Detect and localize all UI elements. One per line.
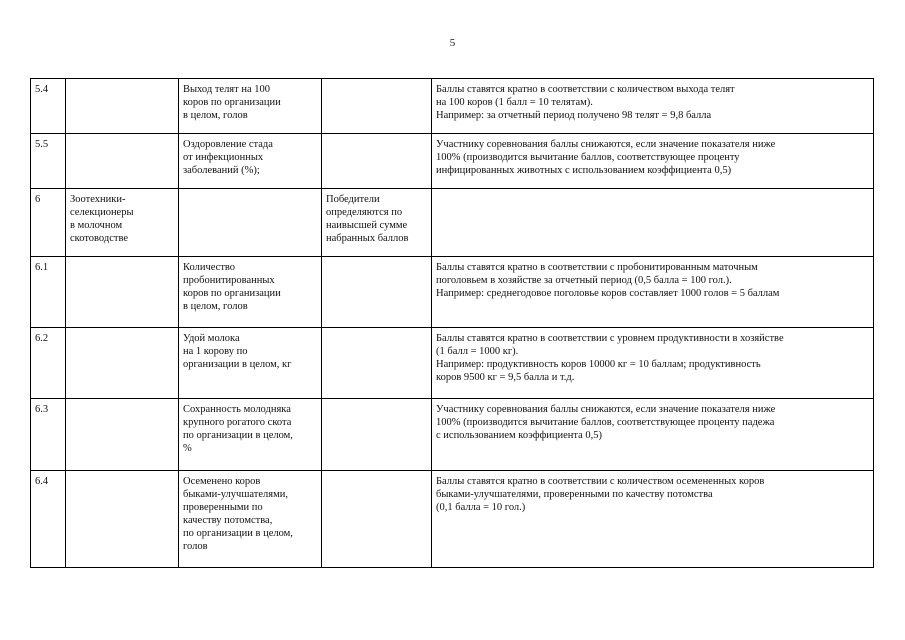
category-cell <box>66 79 179 134</box>
criteria-table <box>30 78 874 568</box>
scoring-cell: Баллы ставятся кратно в соответствии с количеством выхода телят на 100 коров (1 балл = 10 телятам). Например: за отчетный период получено 98 телят = 9,8 балла <box>432 79 874 134</box>
scoring-cell: Баллы ставятся кратно в соответствии с уровнем продуктивности в хозяйстве (1 балл = 1000 кг). Например: продуктивность коров 10000 кг = 10 баллам; продуктивность коров 9500 кг = 9,5 балла и т.д. <box>432 328 874 399</box>
row-number: 6.4 <box>31 471 66 568</box>
row-number: 6.2 <box>31 328 66 399</box>
category-cell <box>66 471 179 568</box>
category-cell <box>66 134 179 189</box>
category-cell: Зоотехники- селекционеры в молочном скотоводстве <box>66 189 179 257</box>
category-cell <box>66 328 179 399</box>
winners-cell <box>322 257 432 328</box>
indicator-cell: Сохранность молодняка крупного рогатого скота по организации в целом, % <box>179 399 322 471</box>
row-number: 6.3 <box>31 399 66 471</box>
row-number: 5.4 <box>31 79 66 134</box>
row-number: 6.1 <box>31 257 66 328</box>
indicator-cell: Удой молока на 1 корову по организации в целом, кг <box>179 328 322 399</box>
table-row <box>31 328 874 399</box>
scoring-cell: Участнику соревнования баллы снижаются, если значение показателя ниже 100% (производится вычитание баллов, соответствующее проценту инфицированных животных с использованием коэффициента 0,5) <box>432 134 874 189</box>
table-row <box>31 471 874 568</box>
category-cell <box>66 257 179 328</box>
table-row <box>31 189 874 257</box>
scoring-cell: Баллы ставятся кратно в соответствии с пробонитированным маточным поголовьем в хозяйстве за отчетный период (0,5 балла = 100 гол.). Например: среднегодовое поголовье коров составляет 1000 голов = 5 баллам <box>432 257 874 328</box>
indicator-cell <box>179 189 322 257</box>
winners-cell <box>322 328 432 399</box>
winners-cell <box>322 79 432 134</box>
row-number: 6 <box>31 189 66 257</box>
scoring-cell: Участнику соревнования баллы снижаются, если значение показателя ниже 100% (производится вычитание баллов, соответствующее проценту падежа с использованием коэффициента 0,5) <box>432 399 874 471</box>
indicator-cell: Осеменено коров быками-улучшателями, проверенными по качеству потомства, по организации в целом, голов <box>179 471 322 568</box>
row-number: 5.5 <box>31 134 66 189</box>
winners-cell: Победители определяются по наивысшей сумме набранных баллов <box>322 189 432 257</box>
scoring-cell <box>432 189 874 257</box>
indicator-cell: Оздоровление стада от инфекционных заболеваний (%); <box>179 134 322 189</box>
category-cell <box>66 399 179 471</box>
scoring-cell: Баллы ставятся кратно в соответствии с количеством осемененных коров быками-улучшателями, проверенными по качеству потомства (0,1 балла = 10 гол.) <box>432 471 874 568</box>
winners-cell <box>322 134 432 189</box>
table-row <box>31 79 874 134</box>
page-number: 5 <box>449 37 456 49</box>
indicator-cell: Выход телят на 100 коров по организации в целом, голов <box>179 79 322 134</box>
indicator-cell: Количество пробонитированных коров по организации в целом, голов <box>179 257 322 328</box>
table-row <box>31 257 874 328</box>
table-row <box>31 399 874 471</box>
table-row <box>31 134 874 189</box>
winners-cell <box>322 471 432 568</box>
winners-cell <box>322 399 432 471</box>
